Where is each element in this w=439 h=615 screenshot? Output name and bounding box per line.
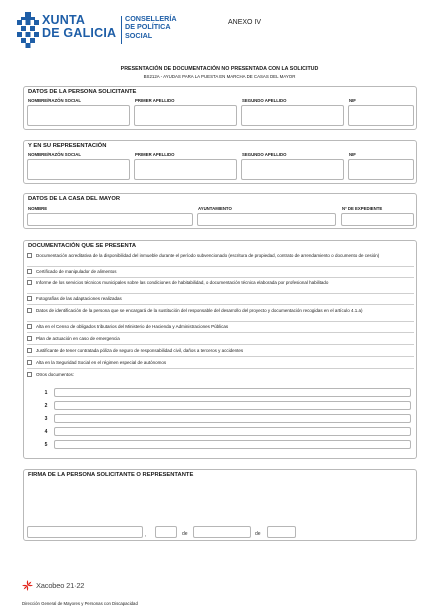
representative-nif-label: NIF [349, 152, 356, 157]
logo-divider [121, 16, 122, 44]
place-field[interactable] [27, 526, 143, 538]
applicant-title: DATOS DE LA PERSONA SOLICITANTE [28, 89, 137, 95]
conselleria-line1: CONSELLERÍA [125, 14, 177, 23]
other-document-field[interactable] [54, 440, 411, 449]
document-checkbox[interactable] [27, 372, 32, 377]
representative-nif-field[interactable] [348, 159, 414, 180]
applicant-section [23, 86, 417, 130]
document-label: Certificado de manipulador de alimentos [36, 269, 117, 274]
document-checkbox[interactable] [27, 336, 32, 341]
row-divider [27, 356, 414, 357]
document-label: Alta en la Seguridad Social en el régimen especial de autónomos [36, 360, 167, 365]
house-title: DATOS DE LA CASA DEL MAYOR [28, 196, 121, 202]
document-label: Alta en el Censo de obligados tributarios del Ministerio de Hacienda y Administraciones Públicas [36, 324, 229, 329]
conselleria-name [125, 15, 177, 40]
document-checkbox[interactable] [27, 269, 32, 274]
document-checkbox[interactable] [27, 360, 32, 365]
applicant-surname1-label: PRIMER APELLIDO [135, 98, 175, 103]
year-field[interactable] [267, 526, 296, 538]
representative-surname1-field[interactable] [134, 159, 237, 180]
page-title: PRESENTACIÓN DE DOCUMENTACIÓN NO PRESENTADA CON LA SOLICITUD [120, 66, 319, 72]
comma-separator: , [145, 532, 147, 538]
house-council-field[interactable] [197, 213, 336, 226]
document-checkbox[interactable] [27, 296, 32, 301]
row-divider [27, 332, 414, 333]
house-name-label: NOMBRE [28, 206, 48, 211]
xacobeo-text: Xacobeo 21·22 [36, 581, 85, 590]
other-document-number: 1 [44, 390, 48, 396]
day-field[interactable] [155, 526, 177, 538]
house-name-field[interactable] [27, 213, 193, 226]
other-document-field[interactable] [54, 401, 411, 410]
document-checkbox[interactable] [27, 348, 32, 353]
document-item [27, 348, 414, 357]
document-label: Plan de actuación en caso de emergencia [36, 336, 120, 341]
xunta-line2: DE GALICIA [42, 26, 117, 40]
row-divider [27, 321, 414, 322]
conselleria-line2: DE POLÍTICA [125, 22, 171, 32]
other-document-field[interactable] [54, 427, 411, 436]
galicia-crest-icon [17, 12, 39, 48]
applicant-nif-field[interactable] [348, 105, 414, 126]
applicant-nif-label: NIF [349, 98, 356, 103]
house-file-number-field[interactable] [341, 213, 414, 226]
other-document-field[interactable] [54, 414, 411, 423]
other-document-number: 3 [44, 416, 48, 422]
house-council-label: AYUNTAMIENTO [198, 206, 232, 211]
document-item [27, 296, 414, 305]
document-label: Documentación acreditativa de la disponibilidad del inmueble durante el período subvencionado (escritura de propiedad, contrato de arrendamiento o documento de cesión) [36, 253, 380, 258]
document-item [27, 308, 414, 322]
document-checkbox[interactable] [27, 308, 32, 313]
document-label: Justificante de tener contratada póliza de seguro de responsabilidad civil, daños a terceros y accidentes [36, 348, 244, 353]
document-item [27, 336, 414, 345]
representative-surname1-label: PRIMER APELLIDO [135, 152, 175, 157]
signature-title: FIRMA DE LA PERSONA SOLICITANTE O REPRESENTANTE [28, 472, 194, 478]
document-item [27, 324, 414, 333]
xacobeo-logo [22, 580, 142, 594]
other-document-number: 4 [44, 429, 48, 435]
other-documents-label: Otros documentos: [36, 372, 75, 377]
document-item [27, 360, 414, 369]
representative-surname2-label: SEGUNDO APELLIDO [242, 152, 287, 157]
representative-name-label: NOMBRE/RAZÓN SOCIAL [28, 152, 81, 157]
annex-label: ANEXO IV [228, 19, 262, 26]
document-label: Fotografías de las adaptaciones realizadas [36, 296, 122, 301]
row-divider [27, 266, 414, 267]
xunta-wordmark [42, 14, 116, 40]
applicant-surname2-field[interactable] [241, 105, 344, 126]
applicant-surname2-label: SEGUNDO APELLIDO [242, 98, 287, 103]
document-label: Informe de los servicios técnicos municipales sobre las condiciones de habitabilidad, o documentación técnica elaborada por profesional habilitado [36, 280, 329, 285]
representative-surname2-field[interactable] [241, 159, 344, 180]
document-item [27, 269, 414, 278]
applicant-name-label: NOMBRE/RAZÓN SOCIAL [28, 98, 81, 103]
house-section [23, 193, 417, 229]
month-field[interactable] [193, 526, 251, 538]
documents-section [23, 240, 417, 459]
document-item [27, 372, 414, 381]
de-separator-2: de [255, 531, 261, 537]
document-item [27, 253, 414, 267]
other-document-field[interactable] [54, 388, 411, 397]
representative-title: Y EN SU REPRESENTACIÓN [28, 143, 107, 149]
document-checkbox[interactable] [27, 324, 32, 329]
footer-direction: Dirección General de Mayores y Personas con Discapacidad [22, 601, 138, 606]
conselleria-line3: SOCIAL [125, 30, 153, 40]
representative-section [23, 140, 417, 184]
representative-name-field[interactable] [27, 159, 130, 180]
document-label: Datos de identificación de la persona que se encargará de la sustitución del responsable del desarrollo del proyecto y documentación recogidas en el artículo 4.1.a) [36, 308, 363, 313]
applicant-surname1-field[interactable] [134, 105, 237, 126]
document-checkbox[interactable] [27, 253, 32, 258]
other-document-number: 2 [44, 403, 48, 409]
de-separator-1: de [182, 531, 188, 537]
row-divider [27, 344, 414, 345]
page-subtitle: BS212A - AYUDAS PARA LA PUESTA EN MARCHA DE CASAS DEL MAYOR [143, 74, 296, 79]
xacobeo-star-icon [22, 580, 33, 591]
signature-section [23, 469, 417, 541]
document-item [27, 280, 414, 294]
house-file-number-label: Nº DE EXPEDIENTE [342, 206, 383, 211]
applicant-name-field[interactable] [27, 105, 130, 126]
row-divider [27, 304, 414, 305]
document-checkbox[interactable] [27, 280, 32, 285]
row-divider [27, 277, 414, 278]
row-divider [27, 368, 414, 369]
xunta-logo [17, 12, 197, 56]
row-divider [27, 293, 414, 294]
other-document-number: 5 [44, 442, 48, 448]
documents-title: DOCUMENTACIÓN QUE SE PRESENTA [28, 243, 137, 249]
xunta-line1: XUNTA [42, 13, 86, 27]
